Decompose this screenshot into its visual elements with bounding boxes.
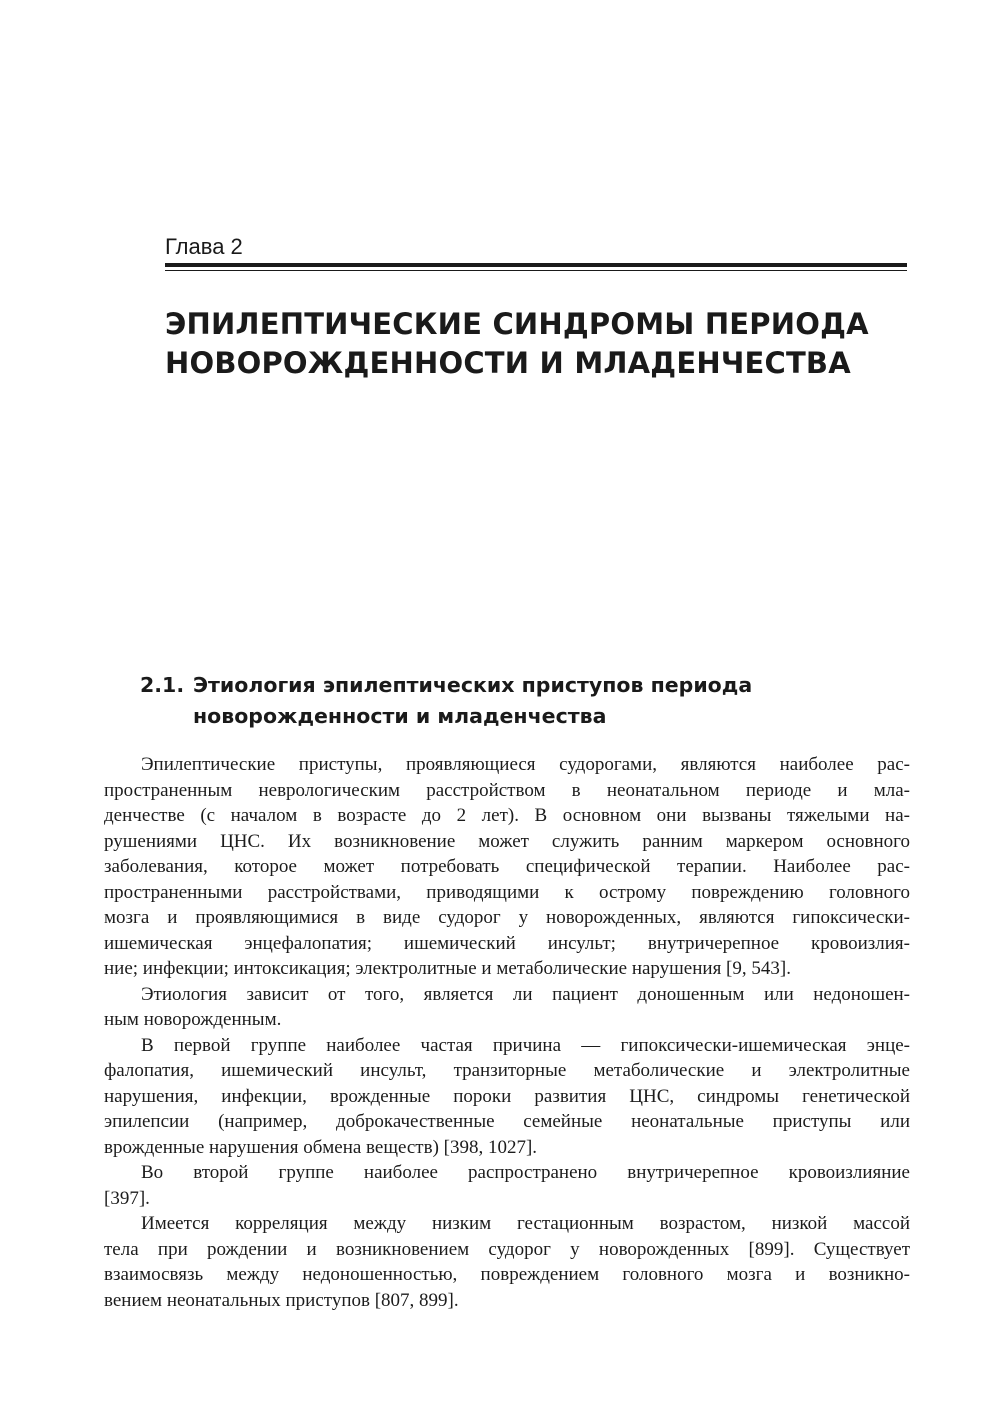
paragraph <box>104 1160 910 1211</box>
text-line: врожденные нарушения обмена веществ) [398, 1027]. <box>104 1136 538 1158</box>
chapter-rule-thin <box>165 270 907 271</box>
section-number: 2.1. <box>140 673 185 697</box>
text-line: Во второй группе наиболее распространено внутричерепное кровоизлияние <box>141 1162 910 1183</box>
text-line: вением неонатальных приступов [807, 899]. <box>104 1289 459 1311</box>
paragraph <box>104 752 910 982</box>
text-line: [397]. <box>104 1187 150 1209</box>
text-line: заболевания, которое может потребовать специфической терапии. Наиболее рас- <box>104 856 910 877</box>
text-line: мозга и проявляющимися в виде судорог у новорожденных, являются гипоксически- <box>104 907 910 928</box>
text-line: В первой группе наиболее частая причина — гипоксически-ишемическая энце- <box>141 1034 910 1056</box>
text-line: пространенным неврологическим расстройством в неонатальном периоде и мла- <box>104 779 910 801</box>
text-line: ишемическая энцефалопатия; ишемический инсульт; внутричерепное кровоизлия- <box>104 932 910 954</box>
text-line: рушениями ЦНС. Их возникновение может служить ранним маркером основного <box>104 830 910 852</box>
chapter-title <box>165 305 925 383</box>
chapter-label: Глава 2 <box>165 234 243 259</box>
chapter-rule-thick <box>165 263 907 267</box>
text-line: Этиология зависит от того, является ли пациент доношенным или недоношен- <box>141 983 910 1005</box>
section-title-line: новорожденности и младенчества <box>193 704 607 728</box>
paragraph <box>104 1211 910 1313</box>
text-line: тела при рождении и возникновением судорог у новорожденных [899]. Существует <box>104 1238 910 1260</box>
text-line: ние; инфекции; интоксикация; электролитные и метаболические нарушения [9, 543]. <box>104 958 791 979</box>
text-line: взаимосвязь между недоношенностью, повреждением головного мозга и возникно- <box>104 1264 910 1285</box>
chapter-title-line: НОВОРОЖДЕННОСТИ И МЛАДЕНЧЕСТВА <box>165 346 851 380</box>
text-line: нарушения, инфекции, врожденные пороки развития ЦНС, синдромы генетической <box>104 1085 910 1107</box>
paragraph <box>104 982 910 1033</box>
text-line: денчестве (с началом в возрасте до 2 лет). В основном они вызваны тяжелыми на- <box>104 805 910 826</box>
text-line: эпилепсии (например, доброкачественные семейные неонатальные приступы или <box>104 1111 910 1132</box>
text-line: фалопатия, ишемический инсульт, транзиторные метаболические и электролитные <box>104 1060 910 1081</box>
section-title-line: Этиология эпилептических приступов периода <box>193 673 753 697</box>
section-heading <box>140 670 900 732</box>
paragraph <box>104 1033 910 1161</box>
text-line: Эпилептические приступы, проявляющиеся судорогами, являются наиболее рас- <box>141 754 910 775</box>
body-text <box>104 752 910 1313</box>
chapter-title-line: ЭПИЛЕПТИЧЕСКИЕ СИНДРОМЫ ПЕРИОДА <box>165 307 869 341</box>
text-line: Имеется корреляция между низким гестационным возрастом, низкой массой <box>141 1213 910 1234</box>
text-line: пространенными расстройствами, приводящими к острому повреждению головного <box>104 881 910 903</box>
text-line: ным новорожденным. <box>104 1009 282 1030</box>
